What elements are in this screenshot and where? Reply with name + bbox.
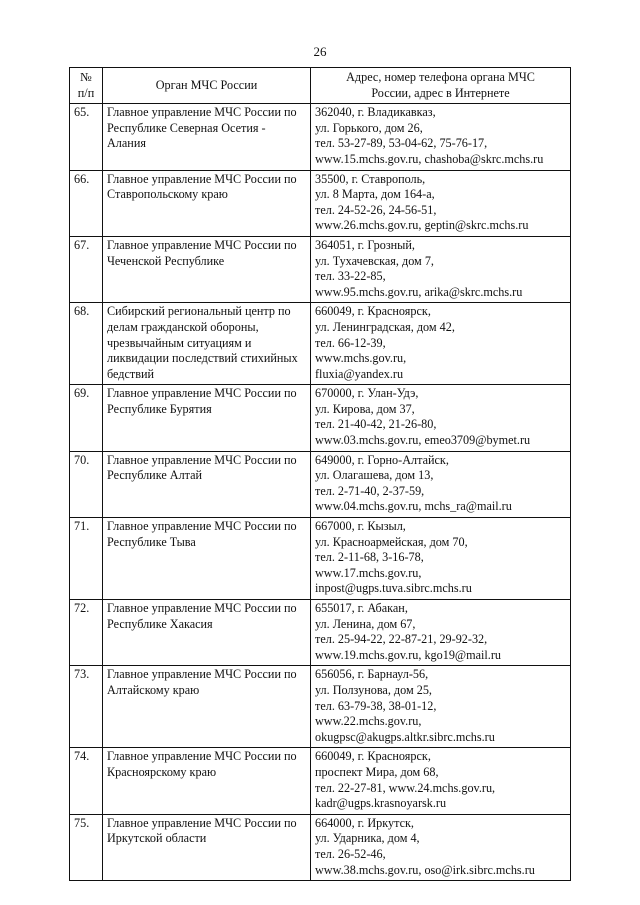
row-number-cell: 66. [70,170,103,236]
organ-name-line: Главное управление МЧС России по [107,815,297,830]
organ-name-line: Алтайскому краю [107,682,200,697]
address-line: 656056, г. Барнаул-56, [315,667,429,682]
address-line: www.04.mchs.gov.ru, mchs_ra@mail.ru [315,499,512,514]
address-cell [311,236,571,302]
column-header-address [311,68,571,104]
address-line: тел. 24-52-26, 24-56-51, [315,202,437,217]
organ-name-line: Главное управление МЧС России по [107,667,297,682]
address-line: www.17.mchs.gov.ru, [315,565,422,580]
organ-name-cell [103,170,311,236]
organ-name-line: Ставропольскому краю [107,187,228,202]
address-line: ул. Ленинградская, дом 42, [315,319,455,334]
organ-name-line: Иркутской области [107,831,207,846]
column-header-number-line: № [80,70,92,84]
organ-name-line: Красноярскому краю [107,764,217,779]
address-line: ул. Красноармейская, дом 70, [315,534,468,549]
row-number-cell: 65. [70,104,103,170]
organ-name-cell [103,385,311,451]
address-line: ул. 8 Марта, дом 164-а, [315,187,435,202]
organ-name-line: бедствий [107,366,155,381]
address-cell [311,666,571,748]
organ-name-cell [103,600,311,666]
column-header-organ-text: Орган МЧС России [155,77,258,92]
address-cell [311,518,571,600]
address-line: тел. 2-11-68, 3-16-78, [315,550,424,565]
address-line: 35500, г. Ставрополь, [315,171,426,186]
address-line: 667000, г. Кызыл, [315,519,406,534]
address-line: okugpsc@akugps.altkr.sibrc.mchs.ru [315,729,495,744]
address-line: fluxia@yandex.ru [315,366,404,381]
address-cell [311,303,571,385]
address-line: 649000, г. Горно-Алтайск, [315,452,449,467]
address-line: ул. Олагашева, дом 13, [315,468,434,483]
table-row [70,518,571,600]
address-line: тел. 21-40-42, 21-26-80, [315,417,437,432]
address-line: inpost@ugps.tuva.sibrc.mchs.ru [315,581,472,596]
organ-name-cell [103,451,311,517]
organ-name-line: Сибирский региональный центр по [107,304,291,319]
organ-name-cell [103,518,311,600]
address-line: ул. Тухачевская, дом 7, [315,253,434,268]
row-number-cell: 75. [70,814,103,880]
table-row [70,666,571,748]
organ-name-line: Главное управление МЧС России по [107,105,297,120]
organ-name-line: Республике Северная Осетия - [107,120,266,135]
address-cell [311,814,571,880]
address-line: 364051, г. Грозный, [315,237,415,252]
address-cell [311,104,571,170]
organ-name-cell [103,104,311,170]
address-line: тел. 2-71-40, 2-37-59, [315,483,425,498]
address-line: тел. 26-52-46, [315,846,386,861]
address-line: 664000, г. Иркутск, [315,815,414,830]
address-line: тел. 53-27-89, 53-04-62, 75-76-17, [315,136,488,151]
address-line: 655017, г. Абакан, [315,601,408,615]
organ-name-line: чрезвычайным ситуациям и [107,335,252,350]
table-row [70,814,571,880]
address-line: www.03.mchs.gov.ru, emeo3709@bymet.ru [315,433,531,448]
organ-name-line: Чеченской Республике [107,253,225,268]
organ-name-cell [103,666,311,748]
table-row [70,236,571,302]
row-number-cell: 70. [70,451,103,517]
organ-name-line: делам гражданской обороны, [107,319,259,334]
table-row [70,303,571,385]
table-row [70,600,571,666]
organ-name-cell [103,814,311,880]
address-line: тел. 22-27-81, www.24.mchs.gov.ru, [315,780,496,795]
table-header-row [70,68,571,104]
column-header-number [70,68,103,104]
address-line: www.22.mchs.gov.ru, [315,714,422,729]
organ-name-line: Республике Бурятия [107,401,212,416]
organ-name-line: Главное управление МЧС России по [107,749,297,764]
address-line: www.38.mchs.gov.ru, oso@irk.sibrc.mchs.ru [315,862,535,877]
address-line: 362040, г. Владикавказ, [315,105,436,120]
address-line: тел. 66-12-39, [315,335,386,350]
column-header-address-line: Адрес, номер телефона органа МЧС [346,70,535,84]
address-line: ул. Кирова, дом 37, [315,401,415,416]
address-cell [311,748,571,814]
address-line: 670000, г. Улан-Удэ, [315,386,419,401]
address-line: www.mchs.gov.ru, [315,351,407,366]
address-line: 660049, г. Красноярск, [315,749,431,764]
address-line: ул. Ползунова, дом 25, [315,682,432,697]
mchs-offices-table [69,67,571,881]
row-number-cell: 71. [70,518,103,600]
address-cell [311,170,571,236]
organ-name-line: Алания [107,136,146,151]
organ-name-line: Главное управление МЧС России по [107,601,297,615]
address-line: ул. Горького, дом 26, [315,120,423,135]
page-number: 26 [313,44,327,59]
table-row [70,385,571,451]
address-line: 660049, г. Красноярск, [315,304,431,319]
organ-name-line: ликвидации последствий стихийных [107,351,298,366]
organ-name-line: Главное управление МЧС России по [107,171,297,186]
column-header-address-line: России, адрес в Интернете [371,85,510,100]
organ-name-cell [103,236,311,302]
organ-name-line: Республике Алтай [107,468,203,483]
organ-name-cell [103,748,311,814]
address-line: www.19.mchs.gov.ru, kgo19@mail.ru [315,647,502,662]
row-number-cell: 73. [70,666,103,748]
table-row [70,748,571,814]
address-line: kadr@ugps.krasnoyarsk.ru [315,796,447,811]
address-line: ул. Ленина, дом 67, [315,616,416,631]
column-header-organ [103,68,311,104]
address-cell [311,385,571,451]
table-row [70,104,571,170]
organ-name-line: Республике Хакасия [107,616,213,631]
organ-name-line: Главное управление МЧС России по [107,519,297,534]
row-number-cell: 72. [70,600,103,666]
column-header-number-line: п/п [77,85,95,100]
address-line: www.95.mchs.gov.ru, arika@skrc.mchs.ru [315,284,523,299]
table-row [70,451,571,517]
address-line: тел. 33-22-85, [315,269,386,284]
address-line: www.15.mchs.gov.ru, chashoba@skrc.mchs.ru [315,151,544,166]
row-number-cell: 67. [70,236,103,302]
organ-name-line: Главное управление МЧС России по [107,452,297,467]
organ-name-cell [103,303,311,385]
address-line: проспект Мира, дом 68, [315,764,439,779]
address-line: www.26.mchs.gov.ru, geptin@skrc.mchs.ru [315,218,529,233]
address-line: тел. 63-79-38, 38-01-12, [315,698,437,713]
organ-name-line: Республике Тыва [107,534,196,549]
table-body [70,104,571,881]
address-cell [311,451,571,517]
row-number-cell: 74. [70,748,103,814]
row-number-cell: 69. [70,385,103,451]
address-line: тел. 25-94-22, 22-87-21, 29-92-32, [315,632,488,647]
organ-name-line: Главное управление МЧС России по [107,386,297,401]
address-line: ул. Ударника, дом 4, [315,831,420,846]
address-cell [311,600,571,666]
table-row [70,170,571,236]
organ-name-line: Главное управление МЧС России по [107,237,297,252]
row-number-cell: 68. [70,303,103,385]
